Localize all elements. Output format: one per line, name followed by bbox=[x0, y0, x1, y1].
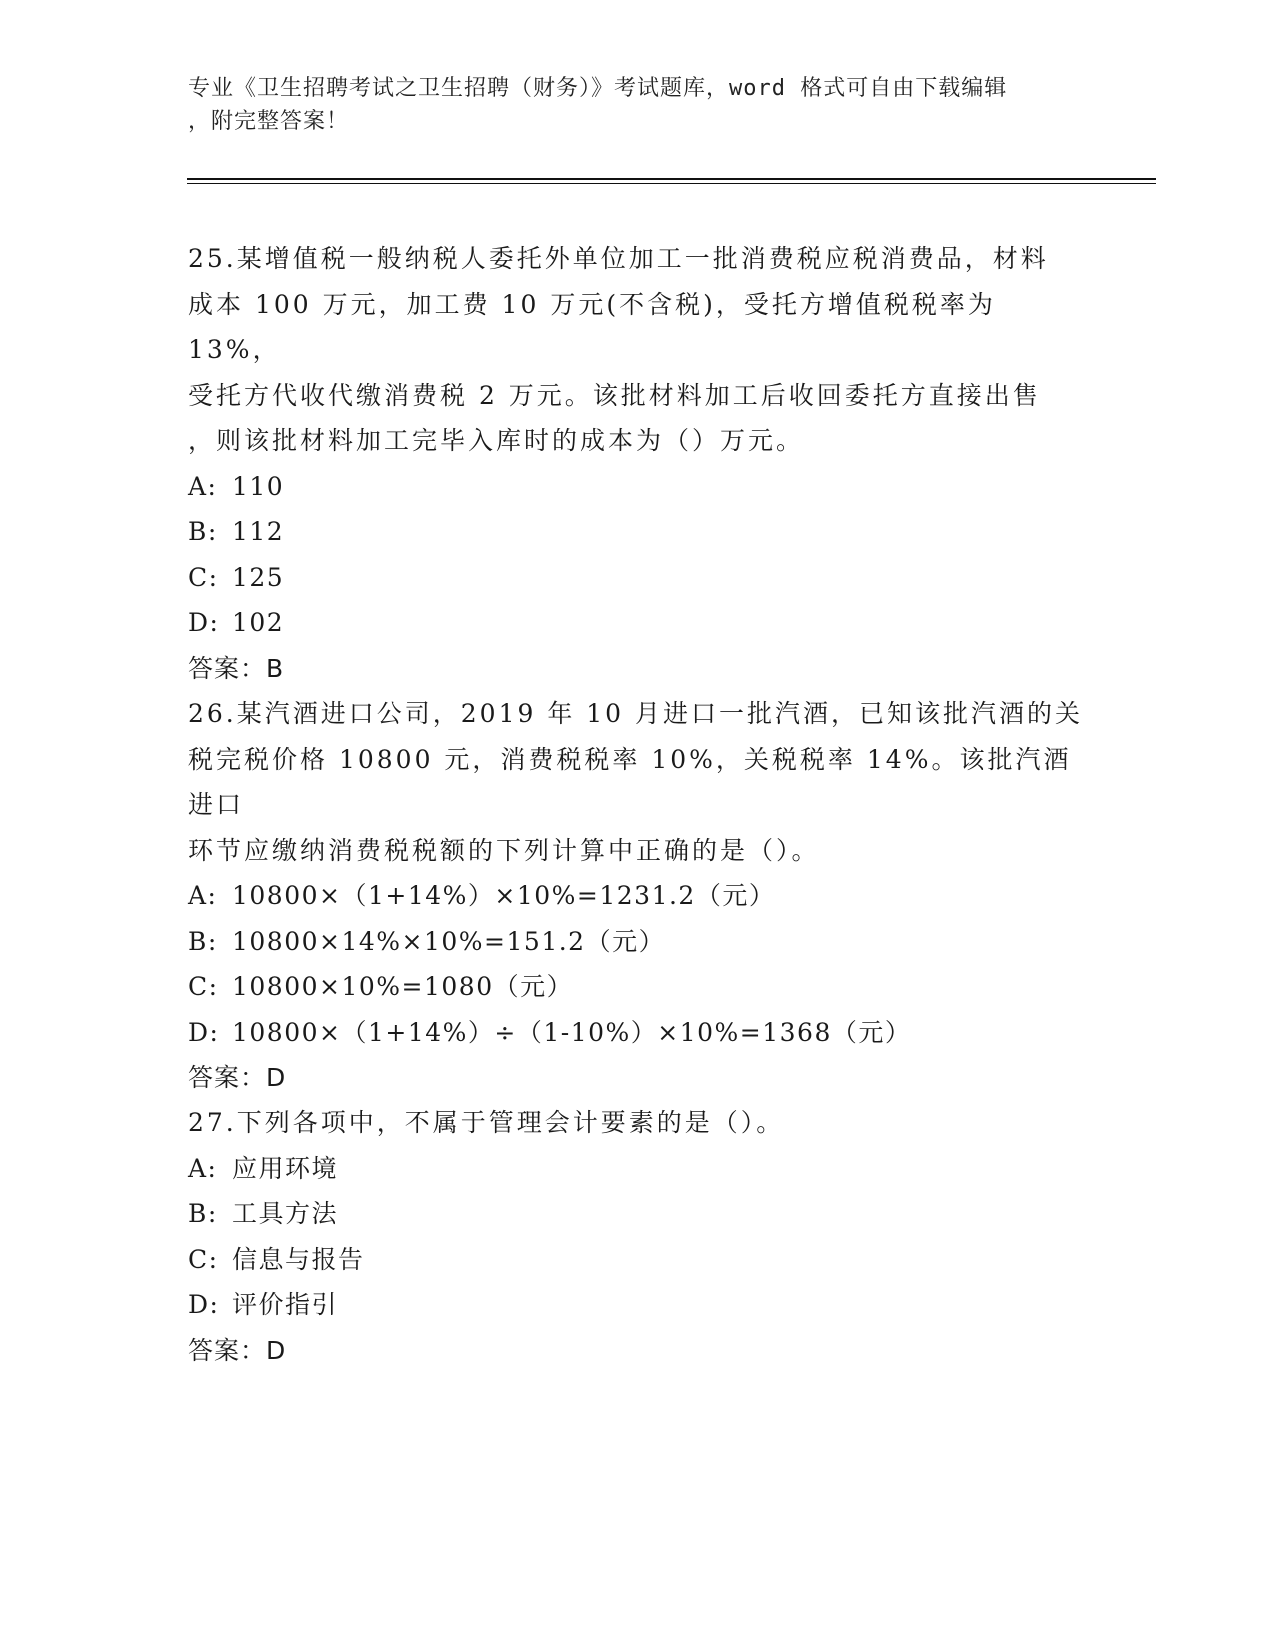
option-key: A: bbox=[188, 881, 218, 910]
option-text: 评价指引 bbox=[232, 1290, 339, 1319]
option-b bbox=[188, 919, 1088, 965]
option-a bbox=[188, 464, 1088, 510]
option-b bbox=[188, 1191, 1088, 1237]
question-27 bbox=[188, 1100, 1088, 1373]
option-a bbox=[188, 1146, 1088, 1192]
option-text: 110 bbox=[232, 471, 285, 501]
header-line-2: ，附完整答案！ bbox=[188, 109, 350, 134]
option-key: D: bbox=[188, 1017, 220, 1047]
option-key: D: bbox=[188, 1290, 220, 1319]
option-c bbox=[188, 1237, 1088, 1283]
option-text: 10800×10%=1080（元） bbox=[232, 972, 574, 1001]
question-stem bbox=[188, 1100, 1088, 1146]
option-text: 102 bbox=[232, 608, 285, 637]
stem-line: 27.下列各项中，不属于管理会计要素的是（）。 bbox=[188, 1108, 785, 1137]
option-key: B: bbox=[188, 1199, 218, 1228]
stem-line: 成本 100 万元，加工费 10 万元(不含税)，受托方增值税税率为 13%， bbox=[188, 289, 996, 364]
option-a bbox=[188, 873, 1088, 919]
question-26 bbox=[188, 691, 1088, 1101]
option-c bbox=[188, 555, 1088, 601]
option-key: A: bbox=[188, 1153, 218, 1183]
option-text: 10800×（1+14%）÷（1-10%）×10%=1368（元） bbox=[232, 1017, 912, 1047]
stem-line: 环节应缴纳消费税税额的下列计算中正确的是（）。 bbox=[188, 835, 820, 865]
option-key: A: bbox=[188, 471, 218, 501]
option-key: D: bbox=[188, 608, 220, 637]
option-key: C: bbox=[188, 1244, 219, 1274]
header-line-1: 专业《卫生招聘考试之卫生招聘（财务）》考试题库，word 格式可自由下载编辑 bbox=[188, 76, 1008, 101]
stem-line: 25.某增值税一般纳税人委托外单位加工一批消费税应税消费品，材料 bbox=[188, 244, 1049, 273]
option-key: B: bbox=[188, 517, 218, 546]
document-header bbox=[188, 72, 1088, 138]
option-text: 112 bbox=[232, 517, 285, 546]
question-stem bbox=[188, 691, 1088, 873]
option-d bbox=[188, 1282, 1088, 1328]
option-key: C: bbox=[188, 972, 219, 1001]
option-key: C: bbox=[188, 562, 219, 592]
question-25 bbox=[188, 236, 1088, 691]
header-divider-thick bbox=[187, 178, 1156, 180]
option-text: 125 bbox=[232, 562, 285, 592]
option-d bbox=[188, 1010, 1088, 1056]
option-text: 工具方法 bbox=[232, 1199, 339, 1228]
option-text: 信息与报告 bbox=[232, 1244, 365, 1274]
option-text: 10800×14%×10%=151.2（元） bbox=[232, 926, 666, 956]
option-d bbox=[188, 600, 1088, 646]
option-text: 10800×（1+14%）×10%=1231.2（元） bbox=[232, 881, 776, 910]
option-c bbox=[188, 964, 1088, 1010]
stem-line: 税完税价格 10800 元，消费税税率 10%，关税税率 14%。该批汽酒进口 bbox=[188, 744, 1072, 819]
answer-label: 答案：D bbox=[188, 1063, 287, 1092]
option-b bbox=[188, 509, 1088, 555]
answer-label: 答案：B bbox=[188, 653, 285, 683]
stem-line: 受托方代收代缴消费税 2 万元。该批材料加工后收回委托方直接出售 bbox=[188, 380, 1041, 410]
option-text: 应用环境 bbox=[232, 1153, 339, 1183]
stem-line: 26.某汽酒进口公司，2019 年 10 月进口一批汽酒，已知该批汽酒的关 bbox=[188, 699, 1084, 728]
header-divider-thin bbox=[187, 183, 1156, 184]
answer-label: 答案：D bbox=[188, 1335, 287, 1365]
option-key: B: bbox=[188, 926, 218, 956]
stem-line: ，则该批材料加工完毕入库时的成本为（）万元。 bbox=[188, 426, 805, 455]
question-stem bbox=[188, 236, 1088, 464]
